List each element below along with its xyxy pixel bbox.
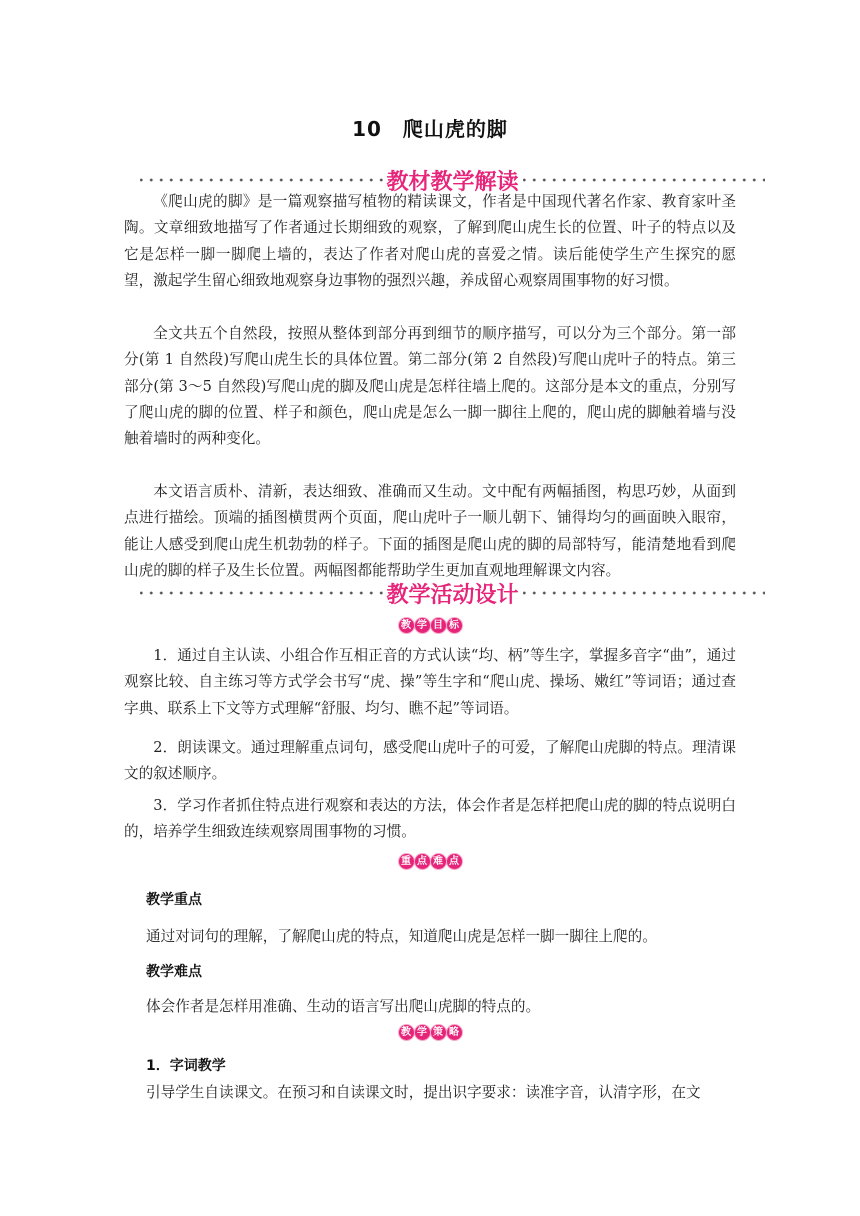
paragraph: 《爬山虎的脚》是一篇观察描写植物的精读课文，作者是中国现代著名作家、教育家叶圣陶。文章细致地描写了作者通过长期细致的观察，了解到爬山虎生长的位置、叶子的特点以及它是怎样一脚一脚爬上墙的，表达了作者对爬山虎的喜爱之情。读后能使学生产生探究的愿望，激起学生留心细致地观察身边事物的强烈兴趣，养成留心观察周围事物的好习惯。 [124, 193, 736, 289]
focus-label: 教学重点 [146, 892, 202, 908]
badge-char: 学 [415, 618, 430, 633]
strategy-heading: 1．字词教学 [146, 1058, 226, 1074]
badge-char: 教 [399, 618, 414, 633]
goal-item: 1．通过自主认读、小组合作互相正音的方式认读“均、柄”等生字，掌握多音字“曲”，通过观察比较、自主练习等方式学会书写“虎、操”等生字和“爬山虎、操场、嫩红”等词语；通过查字典、联系上下文等方式理解“舒服、均匀、瞧不起”等词语。 [124, 647, 736, 717]
goal-item: 3．学习作者抓住特点进行观察和表达的方法，体会作者是怎样把爬山虎的脚的特点说明白的，培养学生细致连续观察周围事物的习惯。 [124, 797, 736, 841]
section-header-activity [140, 576, 765, 610]
badge-key-points [0, 854, 860, 869]
badge-char: 略 [447, 1025, 462, 1040]
badge-char: 标 [447, 618, 462, 633]
page-title: 10 爬山虎的脚 [352, 117, 508, 141]
badge-strategy [0, 1025, 860, 1040]
badge-char: 点 [447, 854, 462, 869]
focus-text: 通过对词句的理解，了解爬山虎的特点，知道爬山虎是怎样一脚一脚往上爬的。 [146, 928, 657, 945]
badge-char: 教 [399, 1025, 414, 1040]
dotted-divider [523, 178, 766, 182]
dotted-divider [140, 591, 383, 595]
dotted-divider [523, 591, 766, 595]
goal-item: 2．朗读课文。通过理解重点词句，感受爬山虎叶子的可爱，了解爬山虎脚的特点。理清课文的叙述顺序。 [124, 739, 736, 783]
badge-char: 学 [415, 1025, 430, 1040]
badge-char: 点 [415, 854, 430, 869]
badge-char: 重 [399, 854, 414, 869]
paragraph: 全文共五个自然段，按照从整体到部分再到细节的顺序描写，可以分为三个部分。第一部分(第 1 自然段)写爬山虎生长的具体位置。第二部分(第 2 自然段)写爬山虎叶子的特点。第三部分(第 3～5 自然段)写爬山虎的脚及爬山虎是怎样往墙上爬的。这部分是本文的重点，分别写了爬山虎的脚的位置、样子和颜色，爬山虎是怎么一脚一脚往上爬的，爬山虎的脚触着墙与没触着墙时的两种变化。 [124, 325, 736, 448]
badge-char: 策 [431, 1025, 446, 1040]
difficulty-text: 体会作者是怎样用准确、生动的语言写出爬山虎脚的特点的。 [146, 998, 541, 1015]
badge-char: 目 [431, 618, 446, 633]
badge-char: 难 [431, 854, 446, 869]
difficulty-label: 教学难点 [146, 964, 202, 980]
section-title: 教材教学解读 [386, 169, 519, 195]
strategy-text: 引导学生自读课文。在预习和自读课文时，提出识字要求：读准字音，认清字形，在文 [146, 1084, 701, 1101]
paragraph: 本文语言质朴、清新，表达细致、准确而又生动。文中配有两幅插图，构思巧妙，从面到点进行描绘。顶端的插图横贯两个页面，爬山虎叶子一顺儿朝下、铺得均匀的画面映入眼帘，能让人感受到爬山虎生机勃勃的样子。下面的插图是爬山虎的脚的局部特写，能清楚地看到爬山虎的脚的样子及生长位置。两幅图都能帮助学生更加直观地理解课文内容。 [124, 483, 736, 579]
badge-teaching-goals [0, 618, 860, 633]
section-title: 教学活动设计 [386, 582, 519, 608]
dotted-divider [140, 178, 383, 182]
